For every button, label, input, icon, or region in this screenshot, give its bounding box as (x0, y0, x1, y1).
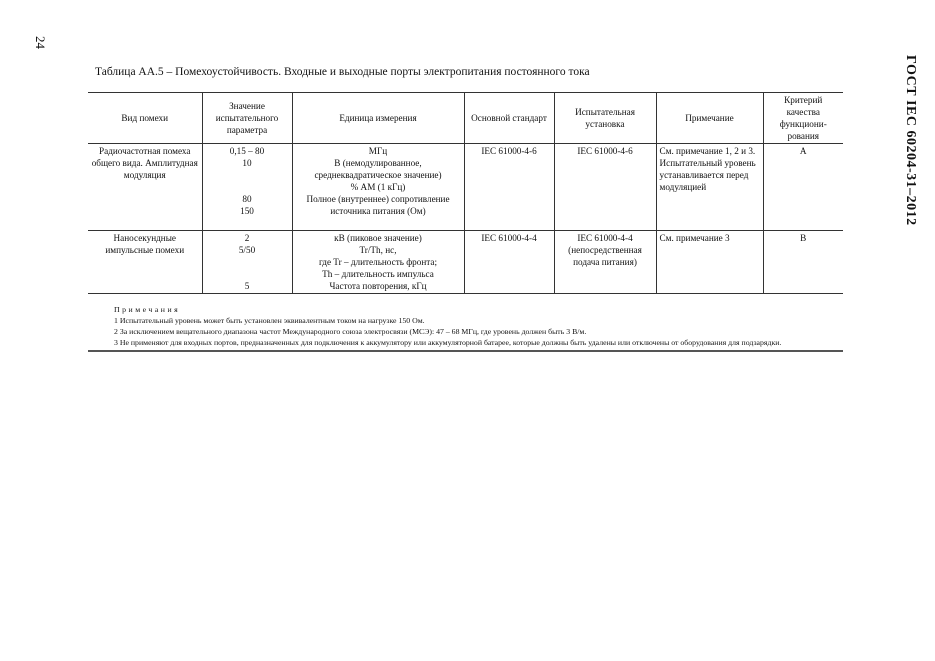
unit: Частота повторения, кГц (329, 281, 427, 291)
test-value: 0,15 – 80 (229, 146, 265, 156)
remark: См. примечание 3 (656, 231, 763, 294)
unit: Tr/Th, нс, (359, 245, 397, 255)
unit: где Tr – длительность фронта; (318, 257, 438, 267)
notes-title: Примечания (114, 305, 181, 314)
unit: В (немодулированное, среднеквадратическое значение) (314, 158, 442, 180)
header-cell: Единица измерения (292, 93, 464, 144)
test-value: 5/50 (238, 245, 256, 255)
test-value: 10 (242, 158, 252, 168)
note-item: 1 Испытательный уровень может быть установлен эквивалентным током на нагрузке 150 Ом. (114, 316, 425, 325)
table-title: Таблица АА.5 – Помехоустойчивость. Входные и выходные порты электропитания постоянного тока (95, 66, 590, 78)
note-item: 2 За исключением вещательного диапазона частот Международного союза электросвязи (МСЭ): 47 – 68 МГц, где уровень должен быть 3 В/м. (114, 327, 587, 336)
units (292, 231, 464, 294)
basic-standard: IEC 61000-4-4 (464, 231, 554, 294)
table-row (88, 144, 843, 231)
test-values (202, 231, 292, 294)
page-number: 24 (33, 36, 48, 49)
criterion: A (763, 144, 843, 231)
unit: % АМ (1 кГц) (350, 182, 406, 192)
standard-designation: ГОСТ IEC 60204-31–2012 (903, 55, 918, 226)
unit: МГц (368, 146, 388, 156)
table-header-row (88, 93, 843, 144)
test-value: 150 (240, 206, 254, 216)
disturbance-type: Радиочастотная помеха общего вида. Амплитудная модуляция (88, 144, 202, 231)
notes-row (88, 294, 843, 352)
header-cell: Основной стандарт (464, 93, 554, 144)
test-values (202, 144, 292, 231)
test-value: 5 (244, 281, 250, 291)
remark: См. примечание 1, 2 и 3. Испытательный уровень устанавливается перед модуляцией (656, 144, 763, 231)
table-row (88, 231, 843, 294)
header-cell: Испытательная установка (554, 93, 656, 144)
disturbance-type: Наносекундные импульсные помехи (88, 231, 202, 294)
test-value: 2 (244, 233, 250, 243)
test-setup: IEC 61000-4-6 (554, 144, 656, 231)
note-item: 3 Не применяют для входных портов, предназначенных для подключения к аккумулятору или аккумуляторной батарее, которые должны быть удалены или отключены от оборудования для подзарядки. (114, 338, 782, 347)
unit: кВ (пиковое значение) (334, 233, 422, 243)
basic-standard: IEC 61000-4-6 (464, 144, 554, 231)
header-cell: Значение испытательного параметра (202, 93, 292, 144)
unit: Полное (внутреннее) сопротивление источника питания (Ом) (306, 194, 450, 216)
header-cell: Примечание (656, 93, 763, 144)
header-cell: Вид помехи (88, 93, 202, 144)
immunity-table (88, 92, 843, 352)
unit: Th – длительность импульса (322, 269, 434, 279)
test-value: 80 (242, 194, 252, 204)
test-setup: IEC 61000-4-4 (непосредственная подача питания) (554, 231, 656, 294)
criterion: B (763, 231, 843, 294)
notes-block (88, 294, 843, 352)
header-cell: Критерий качества функциони-рования (763, 93, 843, 144)
units (292, 144, 464, 231)
